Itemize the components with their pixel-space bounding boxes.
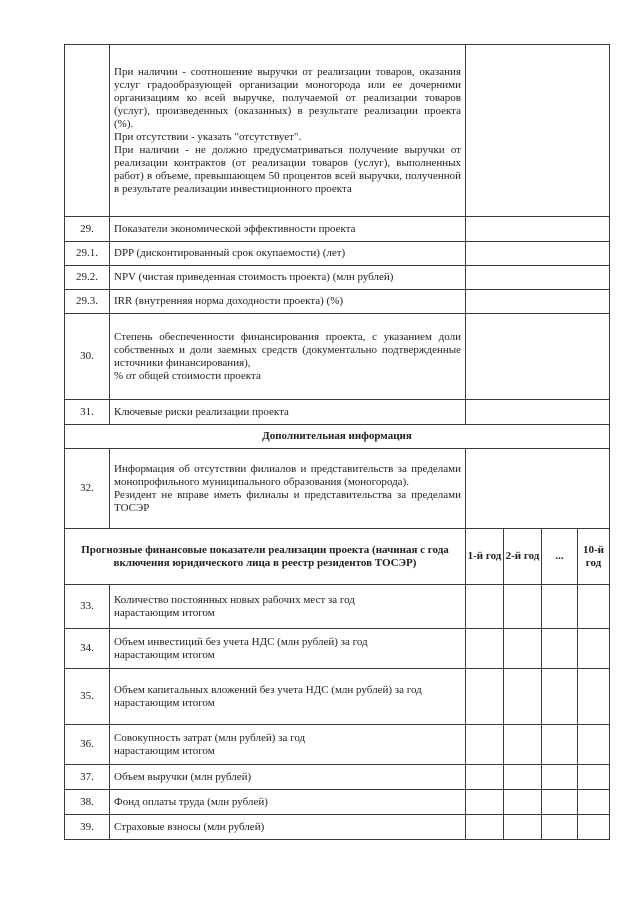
value-cell: [504, 585, 542, 629]
row-label: [110, 449, 466, 529]
value-cell: [466, 45, 610, 217]
value-cell: [466, 217, 610, 242]
value-cell: [542, 725, 578, 765]
value-cell: [578, 725, 610, 765]
value-cell: [504, 669, 542, 725]
row-label: Объем выручки (млн рублей): [110, 765, 466, 790]
row-number: 29.3.: [65, 290, 110, 314]
row-label: [110, 314, 466, 400]
table-row: [65, 669, 610, 725]
row-number: 36.: [65, 725, 110, 765]
section-header-row: [65, 425, 610, 449]
row-number: 37.: [65, 765, 110, 790]
row-label: [110, 629, 466, 669]
row-number: 30.: [65, 314, 110, 400]
value-cell: [542, 669, 578, 725]
value-cell: [504, 725, 542, 765]
row-label: NPV (чистая приведенная стоимость проекта) (млн рублей): [110, 266, 466, 290]
label-line: Объем капитальных вложений без учета НДС (млн рублей) за год: [114, 683, 422, 696]
value-cell: [578, 790, 610, 815]
row-number: 29.1.: [65, 242, 110, 266]
table-row: [65, 400, 610, 425]
value-cell: [504, 765, 542, 790]
paragraph: При наличии - не должно предусматриваться получение выручки от реализации контрактов (от реализации товаров (услуг), выполненных работ) в объеме, превышающем 50 процентов всей выручки, полученной в результате реализации инвестиционного проекта: [114, 143, 461, 195]
table-row: [65, 217, 610, 242]
label-line: % от общей стоимости проекта: [114, 369, 261, 382]
value-cell: [578, 669, 610, 725]
label-line: нарастающим итогом: [114, 744, 215, 757]
table-row: [65, 585, 610, 629]
value-cell: [466, 765, 504, 790]
forecast-title: Прогнозные финансовые показатели реализации проекта (начиная с года включения юридического лица в реестр резидентов ТОСЭР): [65, 529, 466, 585]
table-row: [65, 449, 610, 529]
row-number: 32.: [65, 449, 110, 529]
label-line: Объем инвестиций без учета НДС (млн рублей) за год: [114, 635, 368, 648]
table-row: [65, 725, 610, 765]
value-cell: [578, 765, 610, 790]
year-10-header: 10-й год: [578, 529, 610, 585]
section-title: Дополнительная информация: [65, 425, 610, 449]
value-cell: [542, 815, 578, 840]
value-cell: [504, 815, 542, 840]
forecast-header-row: [65, 529, 610, 585]
table-row: [65, 242, 610, 266]
value-cell: [466, 266, 610, 290]
row-label: [110, 669, 466, 725]
row-number: 38.: [65, 790, 110, 815]
label-line: нарастающим итогом: [114, 696, 215, 709]
row-number: 34.: [65, 629, 110, 669]
value-cell: [578, 585, 610, 629]
value-cell: [542, 585, 578, 629]
value-cell: [542, 629, 578, 669]
value-cell: [542, 790, 578, 815]
table-row: [65, 266, 610, 290]
table-row: [65, 314, 610, 400]
value-cell: [466, 400, 610, 425]
row-label: DPP (дисконтированный срок окупаемости) (лет): [110, 242, 466, 266]
label-line: Информация об отсутствии филиалов и представительств за пределами монопрофильного муниципального образования (моногорода).: [114, 462, 461, 488]
table-row: [65, 290, 610, 314]
row-number: 29.2.: [65, 266, 110, 290]
value-cell: [542, 765, 578, 790]
row-label: Ключевые риски реализации проекта: [110, 400, 466, 425]
row-label: IRR (внутренняя норма доходности проекта) (%): [110, 290, 466, 314]
revenue-ratio-description: [110, 45, 466, 217]
row-number: 35.: [65, 669, 110, 725]
value-cell: [466, 629, 504, 669]
label-line: Количество постоянных новых рабочих мест за год: [114, 593, 355, 606]
paragraph: При отсутствии - указать "отсутствует".: [114, 130, 302, 143]
row-label: Фонд оплаты труда (млн рублей): [110, 790, 466, 815]
value-cell: [466, 725, 504, 765]
row-number-cell: [65, 45, 110, 217]
value-cell: [578, 815, 610, 840]
table-row: [65, 629, 610, 669]
value-cell: [466, 585, 504, 629]
label-line: Совокупность затрат (млн рублей) за год: [114, 731, 306, 744]
value-cell: [578, 629, 610, 669]
row-label: [110, 725, 466, 765]
value-cell: [504, 790, 542, 815]
paragraph: При наличии - соотношение выручки от реализации товаров, оказания услуг градообразующей организации моногорода или ее дочерними организациям ко всей выручке, получаемой от реализации товаров (услуг), произведенных (оказанных) в результате реализации проекта (%).: [114, 65, 461, 130]
row-number: 29.: [65, 217, 110, 242]
year-1-header: 1-й год: [466, 529, 504, 585]
label-line: нарастающим итогом: [114, 648, 215, 661]
value-cell: [504, 629, 542, 669]
table-row: [65, 790, 610, 815]
row-label: Показатели экономической эффективности проекта: [110, 217, 466, 242]
year-2-header: 2-й год: [504, 529, 542, 585]
table-row: [65, 815, 610, 840]
value-cell: [466, 449, 610, 529]
label-line: Степень обеспеченности финансирования проекта, с указанием доли собственных и доли заемных средств (документально подтвержденные источники финансирования),: [114, 330, 461, 369]
row-number: 31.: [65, 400, 110, 425]
table-row: [65, 765, 610, 790]
value-cell: [466, 290, 610, 314]
label-line: Резидент не вправе иметь филиалы и представительства за пределами ТОСЭР: [114, 488, 461, 514]
row-number: 39.: [65, 815, 110, 840]
label-line: нарастающим итогом: [114, 606, 215, 619]
value-cell: [466, 242, 610, 266]
ellipsis-header: ...: [542, 529, 578, 585]
value-cell: [466, 314, 610, 400]
application-form-table: [64, 44, 610, 840]
value-cell: [466, 815, 504, 840]
value-cell: [466, 790, 504, 815]
row-label: [110, 585, 466, 629]
row-label: Страховые взносы (млн рублей): [110, 815, 466, 840]
row-number: 33.: [65, 585, 110, 629]
value-cell: [466, 669, 504, 725]
table-row: [65, 45, 610, 217]
